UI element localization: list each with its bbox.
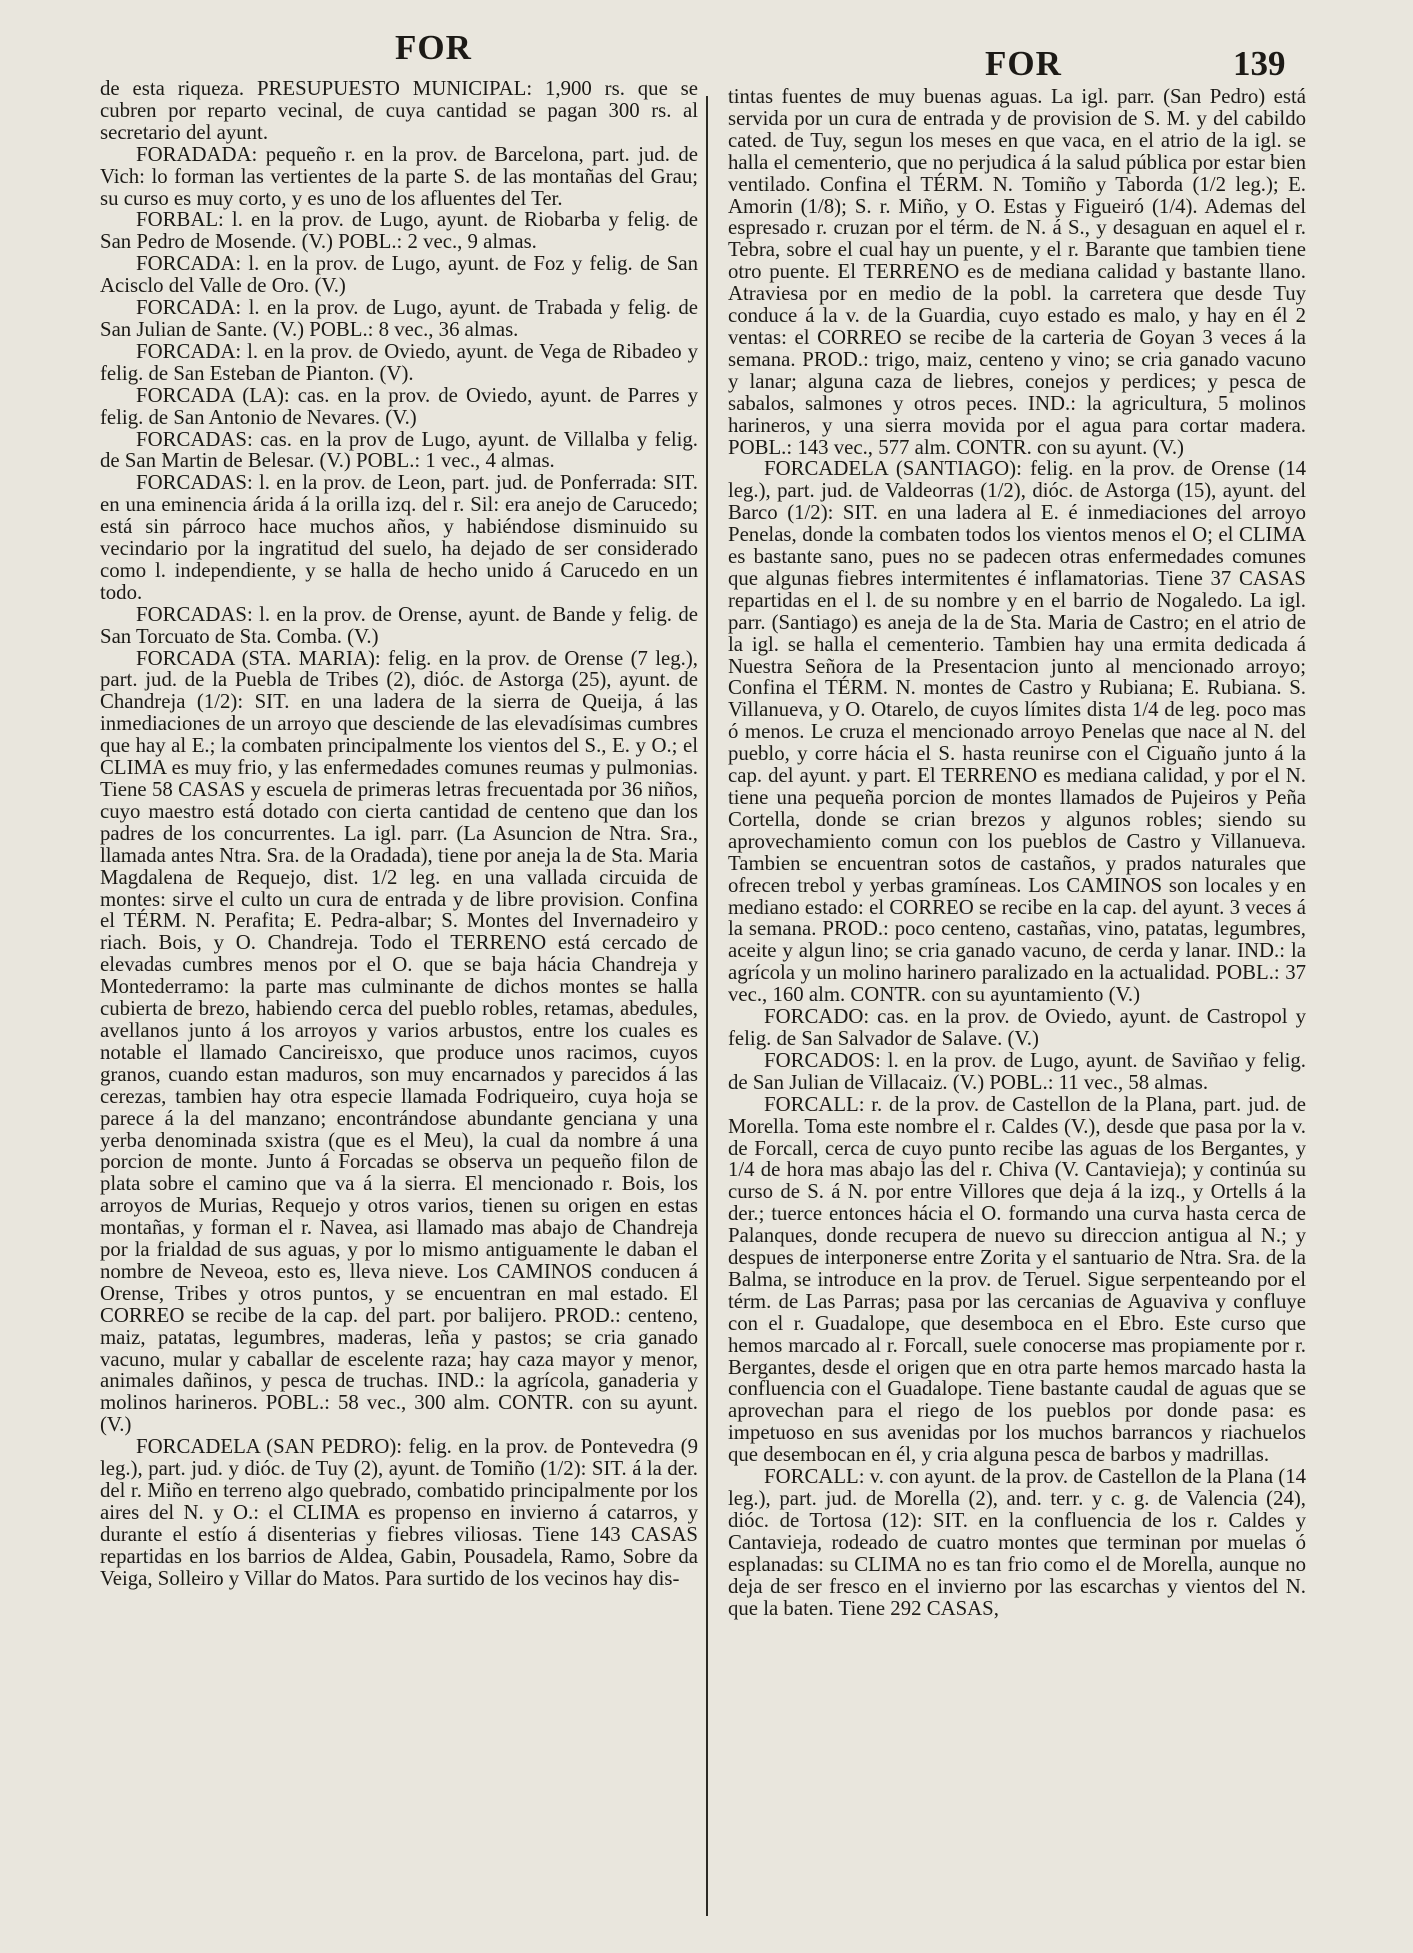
- entry-forcada-trabada: FORCADA: l. en la prov. de Lugo, ayunt. de Trabada y felig. de San Julian de Sante. (V.) POBL.: 8 vec., 36 almas.: [100, 296, 698, 341]
- entry-forcall-river: FORCALL: r. de la prov. de Castellon de la Plana, part. jud. de Morella. Toma este nombre el r. Caldes (V.), desde que pasa por la v. de Forcall, cerca de cuyo punto recibe las aguas de los Bergantes, y 1/4 de hora mas abajo las del r. Chiva (V. Cantavieja); y continúa su curso de S. á N. por entre Villores que deja á la izq., y Ortells á la der.; tuerce entonces hácia el O. formando una curva hasta cerca de Palanques, donde recupera de nuevo su direccion antigua al N.; y despues de interponerse entre Zorita y el santuario de Ntra. Sra. de la Balma, se introduce en la prov. de Teruel. Sigue serpenteando por el térm. de Las Parras; pasa por las cercanias de Aguaviva y confluye con el r. Guadalope, que desemboca en el Ebro. Este curso que hemos marcado al r. Forcall, suele conocerse mas propiamente por r. Bergantes, desde el origen que en otra parte hemos marcado hasta la confluencia con el Guadalope. Tiene bastante caudal de aguas que se aprovechan para el riego de los pueblos por donde pasa: es impetuoso en sus avenidas por los muchos barrancos y riachuelos que desembocan en él, y cria alguna pesca de barbos y madrillas.: [728, 1092, 1306, 1467]
- page-number: 139: [1233, 44, 1286, 83]
- left-guide-word: FOR: [395, 28, 472, 67]
- entry-forcadela-santiago: FORCADELA (SANTIAGO): felig. en la prov. de Orense (14 leg.), part. jud. de Valdeorras (1/2), dióc. de Astorga (15), ayunt. del Barco (1/2): SIT. en una ladera al E. é inmediaciones del arroyo Penelas, donde la combaten todos los vientos menos el O; el CLIMA es bastante sano, pues no se padecen otras enfermedades comunes que algunas fiebres intermitentes é inflamatorias. Tiene 37 CASAS repartidas en el l. de su nombre y en el barrio de Nogaledo. La igl. parr. (Santiago) es aneja de la de Sta. Maria de Castro; en el atrio de la igl. se halla el cementerio. Tambien hay una ermita dedicada á Nuestra Señora de la Presentacion junto al mencionado arroyo; Confina el TÉRM. N. montes de Castro y Rubiana; E. Rubiana. S. Villanueva, y O. Otarelo, de cuyos límites dista 1/4 de leg. poco mas ó menos. Le cruza el mencionado arroyo Penelas que nace al N. del pueblo, y corre hácia el S. hasta reunirse con el Ciguaño junto á la cap. del ayunt. y part. El TERRENO es mediana calidad, y por el N. tiene una pequeña porcion de montes llamados de Pujeiros y Peña Cortella, donde se crian brezos y algunos robles; siendo su aprovechamiento comun con los pueblos de Castro y Villanueva. Tambien se encuentran sotos de castaños, y prados naturales que ofrecen trebol y yerbas gramíneas. Los CAMINOS son locales y en mediano estado: el CORREO se recibe en la cap. del ayunt. 3 veces á la semana. PROD.: poco centeno, castañas, vino, patatas, legumbres, aceite y algun lino; se cria ganado vacuno, de cerda y lanar. IND.: la agrícola y un molino harinero paralizado en la actualidad. POBL.: 37 vec., 160 alm. CONTR. con su ayuntamiento (V.): [728, 457, 1306, 1007]
- left-column: [100, 78, 698, 1938]
- entry-forcada-foz: FORCADA: l. en la prov. de Lugo, ayunt. de Foz y felig. de San Acisclo del Valle de Oro. (V.): [100, 252, 698, 298]
- entry-forcado: FORCADO: cas. en la prov. de Oviedo, ayunt. de Castropol y felig. de San Salvador de Salave. (V.): [728, 1005, 1306, 1050]
- entry-forcadela-san-pedro: FORCADELA (SAN PEDRO): felig. en la prov. de Pontevedra (9 leg.), part. jud. y dióc. de Tuy (2), ayunt. de Tomiño (1/2): SIT. á la der. del r. Miño en terreno algo quebrado, combatido principalmente por los aires del N. y O.: el CLIMA es propenso en invierno á catarros, y durante el estío á disenterias y fiebres viliosas. Tiene 143 CASAS repartidas en los barrios de Aldea, Gabin, Pousadela, Ramo, Sobre da Veiga, Solleiro y Villar do Matos. Para surtido de los vecinos hay dis-: [100, 1435, 698, 1590]
- entry-forcada-oviedo: FORCADA: l. en la prov. de Oviedo, ayunt. de Vega de Ribadeo y felig. de San Esteban de Pianton. (V).: [100, 339, 698, 385]
- entry-continuation: de esta riqueza. PRESUPUESTO MUNICIPAL: 1,900 rs. que se cubren por reparto vecinal, de cuya cantidad se pagan 300 rs. al secretario del ayunt.: [100, 78, 698, 144]
- entry-foradada: FORADADA: pequeño r. en la prov. de Barcelona, part. jud. de Vich: lo forman las vertientes de la parte S. de las montañas del Grau; su curso es muy corto, y es uno de los afluentes del Ter.: [100, 142, 698, 210]
- column-divider: [706, 96, 708, 1916]
- entry-forbal: FORBAL: l. en la prov. de Lugo, ayunt. de Riobarba y felig. de San Pedro de Mosende. (V.) POBL.: 2 vec., 9 almas.: [100, 208, 698, 254]
- entry-forcada-sta-maria: FORCADA (STA. MARIA): felig. en la prov. de Orense (7 leg.), part. jud. de la Puebla de Tribes (2), dióc. de Astorga (25), ayunt. de Chandreja (1/2): SIT. en una ladera de la sierra de Queija, á las inmediaciones de un arroyo que desciende de las elevadísimas cumbres que hay al E.; la combaten principalmente los vientos del S., E. y O.; el CLIMA es muy frio, y las enfermedades comunes reumas y pulmonias. Tiene 58 CASAS y escuela de primeras letras frecuentada por 36 niños, cuyo maestro está dotado con cierta cantidad de centeno que dan los padres de los concurrentes. La igl. parr. (La Asuncion de Ntra. Sra., llamada antes Ntra. Sra. de la Oradada), tiene por aneja la de Sta. Maria Magdalena de Requejo, dist. 1/2 leg. en una vallada circuida de montes: sirve el culto un cura de entrada y de libre provision. Confina el TÉRM. N. Perafita; E. Pedra-albar; S. Montes del Invernadeiro y riach. Bois, y O. Chandreja. Todo el TERRENO está cercado de elevadas cumbres menos por el O. que se baja hácia Chandreja y Montederramo: la parte mas culminante de dichos montes se halla cubierta de brezo, habiendo cerca del pueblo robles, retamas, abedules, avellanos junto á los arroyos y varios arbustos, entre los cuales es notable el llamado Cancireisxo, que produce unos racimos, cuyos granos, cuando estan maduros, son muy encarnados y parecidos á las cerezas, tambien hay otra especie llamada Fodriqueiro, cuya hoja se parece á la del manzano; encontrándose abundante genciana y una yerba denominada sxistra (que es el Meu), la cual da nombre á una porcion de monte. Junto á Forcadas se observa un pequeño filon de plata sobre el camino que va á la sierra. El mencionado r. Bois, los arroyos de Murias, Requejo y otros varios, tienen su origen en estas montañas, y forman el r. Navea, asi llamado mas abajo de Chandreja por la frialdad de sus aguas, y por lo mismo antiguamente le daban el nombre de Neveoa, esto es, lleva nieve. Los CAMINOS conducen á Orense, Tribes y otros puntos, y se encuentran en mal estado. El CORREO se recibe de la cap. del part. por balijero. PROD.: centeno, maiz, patatas, legumbres, maderas, leña y pastos; se cria ganado vacuno, mular y caballar de escelente raza; hay caza mayor y menor, animales dañinos, y pesca de truchas. IND.: la agrícola, ganaderia y molinos harineros. POBL.: 58 vec., 300 alm. CONTR. con su ayunt. (V.): [100, 646, 698, 1437]
- entry-continuation-forcadela: tintas fuentes de muy buenas aguas. La igl. parr. (San Pedro) está servida por un cura de entrada y de provision de S. M. y del cabildo cated. de Tuy, segun los meses en que vaca, en el atrio de la igl. se halla el cementerio, que no perjudica á la salud pública por estar bien ventilado. Confina el TÉRM. N. Tomiño y Taborda (1/2 leg.); E. Amorin (1/8); S. r. Miño, y O. Estas y Figueiró (1/4). Ademas del espresado r. cruzan por el térm. de N. á S., y desaguan en aquel el r. Tebra, sobre el cual hay un puente, y el r. Barante que tambien tiene otro puente. El TERRENO es de mediana calidad y bastante llano. Atraviesa por en medio de la pobl. la carretera que desde Tuy conduce á la v. de la Guardia, cuyo estado es malo, y hay en él 2 ventas: el CORREO se recibe de la carteria de Goyan 3 veces á la semana. PROD.: trigo, maiz, centeno y vino; se cria ganado vacuno y lanar; alguna caza de liebres, conejos y perdices; y pesca de sabalos, salmones y otros peces. IND.: la agricultura, 5 molinos harineros, y una sierra movida por el agua para cortar madera. POBL.: 143 vec., 577 alm. CONTR. con su ayunt. (V.): [728, 86, 1306, 459]
- entry-forcadas-orense: FORCADAS: l. en la prov. de Orense, ayunt. de Bande y felig. de San Torcuato de Sta. Comba. (V.): [100, 602, 698, 648]
- page-header: [0, 28, 1413, 83]
- entry-forcada-la: FORCADA (LA): cas. en la prov. de Oviedo, ayunt. de Parres y felig. de San Antonio de Nevares. (V.): [100, 383, 698, 429]
- entry-forcadas-leon: FORCADAS: l. en la prov. de Leon, part. jud. de Ponferrada: SIT. en una eminencia árida á la orilla izq. del r. Sil: era anejo de Carucedo; está sin párroco hace muchos años, y habiéndose disminuido su vecindario por la ingratitud del suelo, ha dejado de ser considerado como l. independiente, y se halla de hecho unido á Carucedo en un todo.: [100, 471, 698, 604]
- entry-forcall-town: FORCALL: v. con ayunt. de la prov. de Castellon de la Plana (14 leg.), part. jud. de Morella (2), and. terr. y c. g. de Valencia (24), dióc. de Tortosa (12): SIT. en la confluencia de los r. Caldes y Cantavieja, rodeado de cuatro montes que terminan por muelas ó esplanadas: su CLIMA no es tan frio como el de Morella, aunque no deja de ser fresco en el invierno por las escarchas y vientos del N. que la baten. Tiene 292 CASAS,: [728, 1465, 1306, 1620]
- entry-forcadas-lugo: FORCADAS: cas. en la prov de Lugo, ayunt. de Villalba y felig. de San Martin de Belesar. (V.) POBL.: 1 vec., 4 almas.: [100, 427, 698, 473]
- entry-forcados: FORCADOS: l. en la prov. de Lugo, ayunt. de Saviñao y felig. de San Julian de Villacaiz. (V.) POBL.: 11 vec., 58 almas.: [728, 1048, 1306, 1094]
- right-guide-word: FOR: [985, 44, 1062, 83]
- right-column: [728, 86, 1306, 1946]
